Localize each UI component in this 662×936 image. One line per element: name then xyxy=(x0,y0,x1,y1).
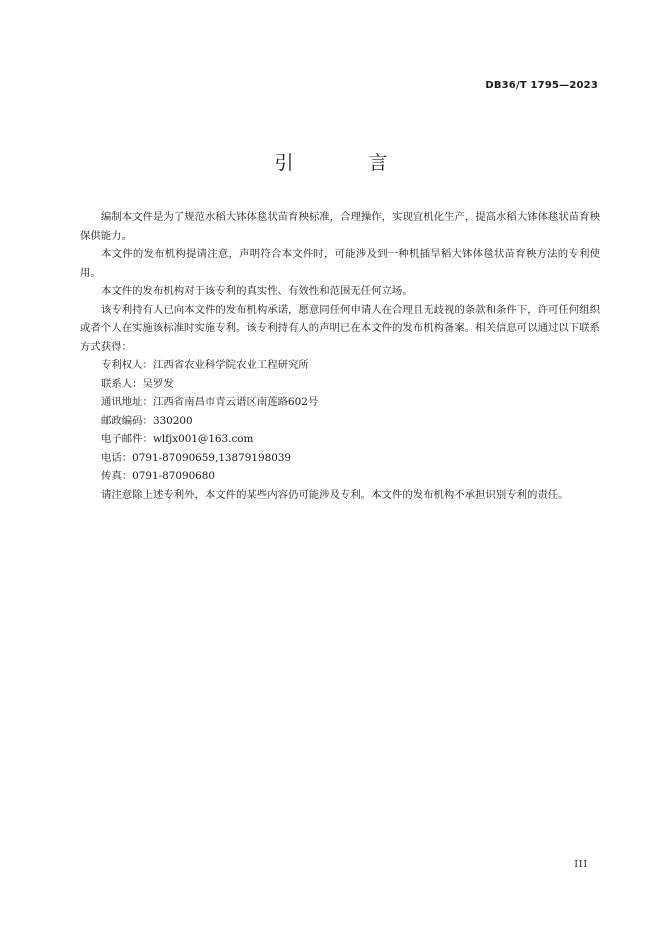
contact-phone: 电话：0791-87090659,13879198039 xyxy=(101,451,292,464)
contact-fax: 传真：0791-87090680 xyxy=(101,470,216,482)
contact-person: 联系人：吴罗发 xyxy=(101,377,174,390)
paragraph-disclaimer: 请注意除上述专利外，本文件的某些内容仍可能涉及专利。本文件的发布机构不承担识别专利的责任。 xyxy=(101,488,569,501)
paragraph-patent-commitment: 该专利持有人已向本文件的发布机构承诺，愿意同任何申请人在合理且无歧视的条款和条件下，许可任何组织或者个人在实施该标准时实施专利。该专利持有人的声明已在本文件的发布机构备案。相关信息可以通过以下联系方式获得： xyxy=(80,303,600,353)
contact-postcode: 邮政编码：330200 xyxy=(101,414,193,427)
contact-email: 电子邮件：wlfjx001@163.com xyxy=(101,433,254,445)
page-number: III xyxy=(574,860,588,870)
contact-address: 通讯地址：江西省南昌市青云谱区南莲路602号 xyxy=(101,396,319,408)
page-title: 引 言 xyxy=(274,152,416,174)
body-text xyxy=(80,208,600,504)
document-code: DB36/T 1795—2023 xyxy=(485,80,598,91)
paragraph-purpose: 编制本文件是为了规范水稻大钵体毯状苗育秧标准，合理操作，实现宜机化生产，提高水稻大钵体毯状苗育秧保供能力。 xyxy=(80,211,600,242)
contact-patentee: 专利权人：江西省农业科学院农业工程研究所 xyxy=(101,359,309,371)
paragraph-patent-notice: 本文件的发布机构提请注意，声明符合本文件时，可能涉及到一种机插旱稻大钵体毯状苗育秧方法的专利使用。 xyxy=(80,248,600,279)
paragraph-patent-position: 本文件的发布机构对于该专利的真实性、有效性和范围无任何立场。 xyxy=(101,285,413,297)
